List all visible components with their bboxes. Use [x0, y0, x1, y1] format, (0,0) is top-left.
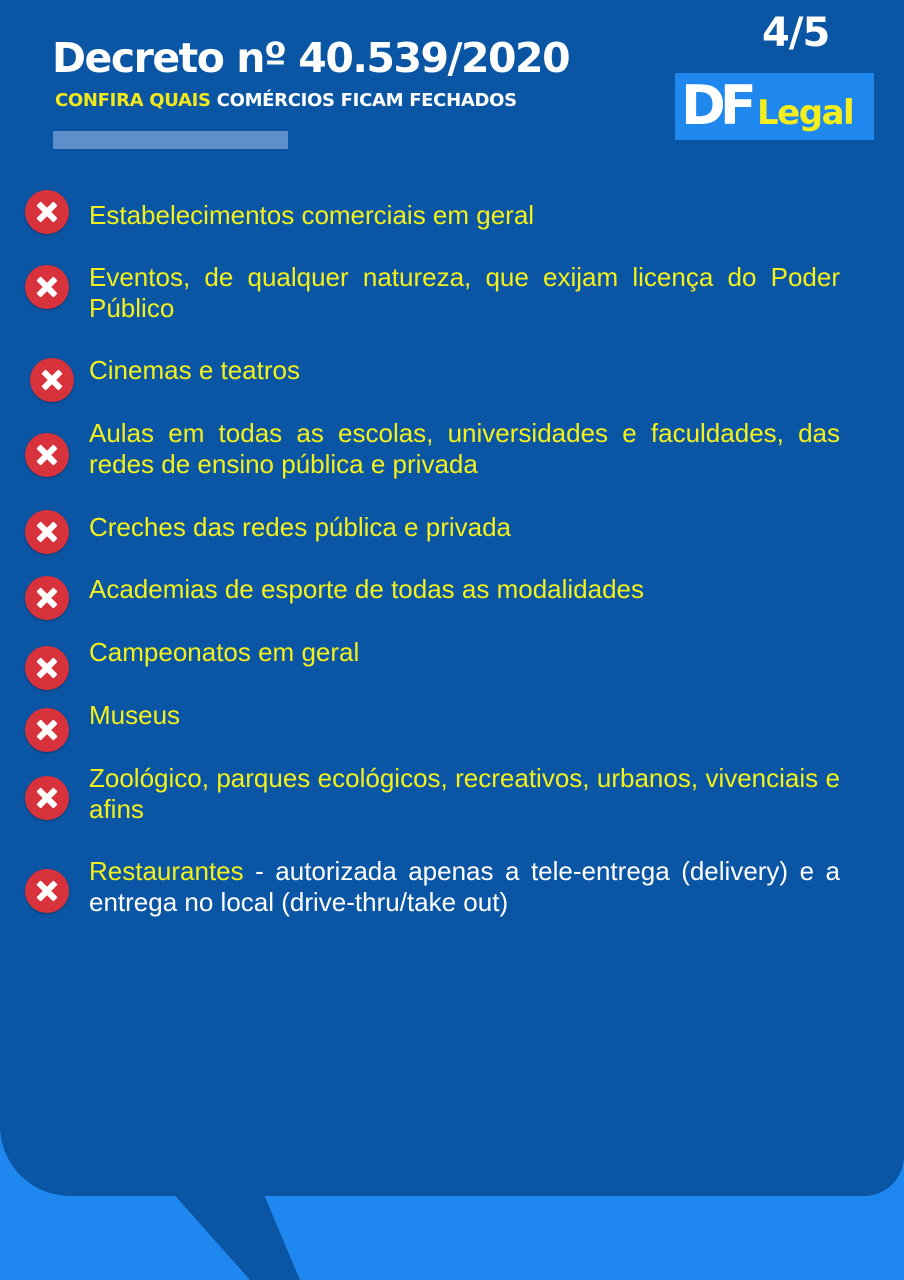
- page-title: Decreto nº 40.539/2020: [52, 34, 570, 82]
- list-item-text: Creches das redes pública e privada: [89, 512, 512, 542]
- list-item-text-highlight: Restaurantes: [89, 856, 244, 886]
- close-x-icon: [25, 869, 69, 913]
- close-x-icon: [25, 776, 69, 820]
- list-item-text: Aulas em todas as escolas, universidades e faculdades, das redes de ensino pública e privada: [89, 418, 840, 479]
- subtitle-highlight: CONFIRA QUAIS: [55, 90, 211, 111]
- close-x-icon: [25, 433, 69, 477]
- close-x-icon: [25, 708, 69, 752]
- subtitle: [55, 90, 517, 111]
- list-item-text: Academias de esporte de todas as modalidades: [89, 574, 645, 604]
- close-x-icon: [25, 265, 69, 309]
- list-item-text: Eventos, de qualquer natureza, que exijam licença do Poder Público: [89, 262, 840, 323]
- list-item-text: [89, 856, 840, 918]
- logo-legal-text: Legal: [757, 93, 854, 133]
- logo-df-text: DF: [681, 74, 751, 137]
- close-x-icon: [30, 358, 74, 402]
- list-item-text: Zoológico, parques ecológicos, recreativos, urbanos, vivenciais e afins: [89, 763, 840, 824]
- list-item-text: Campeonatos em geral: [89, 637, 360, 667]
- list-item-text-rest: - autorizada apenas a tele-entrega (delivery) e a entrega no local (drive-thru/take out): [89, 856, 840, 917]
- page-indicator: 4/5: [762, 10, 830, 56]
- list-item-text: Museus: [89, 700, 181, 730]
- df-legal-logo: [675, 73, 874, 140]
- close-x-icon: [25, 190, 69, 234]
- close-x-icon: [25, 576, 69, 620]
- list-item-text: Cinemas e teatros: [89, 355, 300, 385]
- list-item-text: Estabelecimentos comerciais em geral: [89, 200, 535, 230]
- close-x-icon: [25, 646, 69, 690]
- close-x-icon: [25, 510, 69, 554]
- decorative-bar: [53, 131, 288, 149]
- subtitle-rest: COMÉRCIOS FICAM FECHADOS: [216, 90, 517, 111]
